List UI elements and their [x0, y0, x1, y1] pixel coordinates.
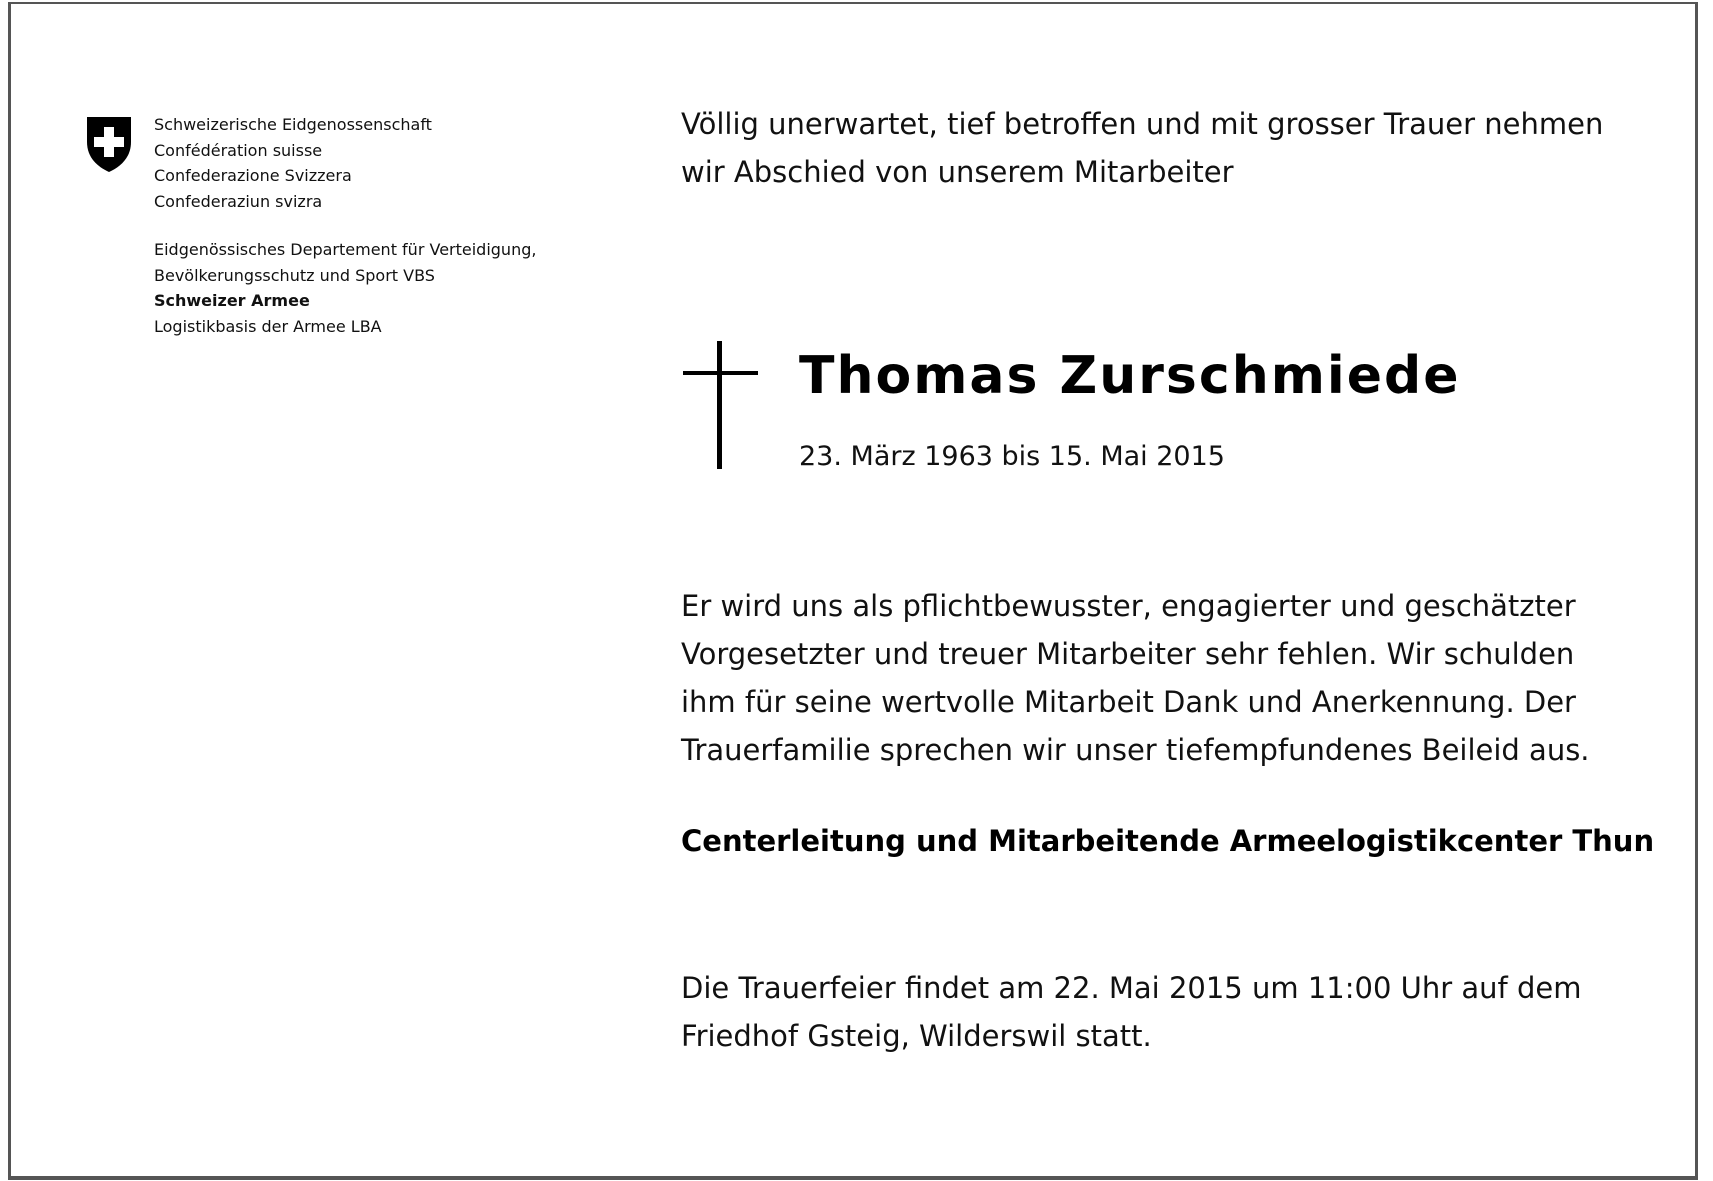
tribute-text: [681, 582, 1641, 774]
department-info: [154, 237, 536, 339]
department-line-2: Bevölkerungsschutz und Sport VBS: [154, 265, 435, 285]
department-unit: Schweizer Armee: [154, 291, 310, 310]
intro-line: Völlig unerwartet, tief betroffen und mit grosser Trauer nehmen: [681, 107, 1604, 141]
deceased-name: Thomas Zurschmiede: [799, 346, 1461, 406]
tribute-line: Er wird uns als pflichtbewusster, engagierter und geschätzter: [681, 589, 1576, 623]
tribute-line: Trauerfamilie sprechen wir unser tiefempfundenes Beileid aus.: [681, 733, 1590, 767]
swiss-shield-icon: [84, 114, 134, 174]
confederation-name-it: Confederazione Svizzera: [154, 166, 352, 185]
funeral-line: Die Trauerfeier findet am 22. Mai 2015 um 11:00 Uhr auf dem: [681, 971, 1582, 1005]
document-page: [8, 2, 1698, 1180]
confederation-name-fr: Confédération suisse: [154, 140, 323, 160]
intro-text: [681, 100, 1641, 196]
tribute-line: Vorgesetzter und treuer Mitarbeiter sehr fehlen. Wir schulden: [681, 637, 1575, 671]
department-subunit: Logistikbasis der Armee LBA: [154, 316, 382, 336]
cross-icon: [683, 341, 758, 469]
life-dates: 23. März 1963 bis 15. Mai 2015: [799, 441, 1225, 472]
signoff: Centerleitung und Mitarbeitende Armeelogistikcenter Thun: [681, 824, 1655, 858]
intro-line: wir Abschied von unserem Mitarbeiter: [681, 155, 1234, 189]
funeral-info: [681, 964, 1641, 1060]
funeral-line: Friedhof Gsteig, Wilderswil statt.: [681, 1019, 1152, 1053]
confederation-name-rm: Confederaziun svizra: [154, 191, 323, 211]
department-line-1: Eidgenössisches Departement für Verteidigung,: [154, 240, 537, 259]
confederation-name-de: Schweizerische Eidgenossenschaft: [154, 115, 432, 134]
confederation-names: [154, 112, 432, 214]
tribute-line: ihm für seine wertvolle Mitarbeit Dank und Anerkennung. Der: [681, 685, 1576, 719]
